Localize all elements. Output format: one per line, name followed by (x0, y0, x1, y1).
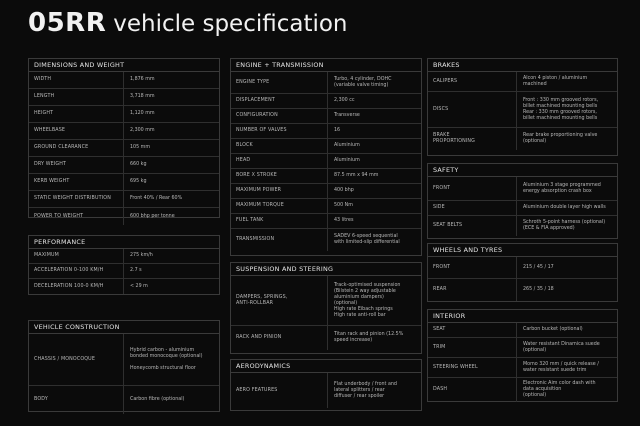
spec-value: Hybrid carbon - aluminium bonded monocoque (optional) Honeycomb structural floor (123, 334, 219, 385)
section-heading: ENGINE + TRANSMISSION (231, 59, 421, 72)
spec-value: Electronic Aim color dash with data acquisition (optional) (516, 378, 617, 402)
spec-label: TRIM (433, 344, 446, 350)
spec-row (428, 323, 617, 338)
spec-value: Rear brake proportioning valve (optional) (516, 128, 617, 150)
title-text: vehicle specification (113, 11, 348, 37)
spec-row (231, 373, 421, 408)
spec-value: 265 / 35 / 18 (516, 279, 617, 301)
spec-value: 1,120 mm (123, 106, 219, 122)
spec-value: Front : 330 mm grooved rotors, billet machined mounting bells Rear : 330 mm grooved rotors, billet machined mounting bells (516, 92, 617, 127)
spec-row (231, 276, 421, 326)
section-wheels-tyres (427, 243, 618, 302)
spec-value: Aluminium (327, 139, 421, 153)
spec-row (428, 216, 617, 236)
spec-label: MAXIMUM POWER (236, 188, 282, 193)
model-name: 05RR (28, 8, 107, 38)
spec-row (29, 264, 219, 279)
spec-row (231, 72, 421, 94)
spec-value: Turbo, 4 cylinder, DOHC (variable valve timing) (327, 72, 421, 93)
spec-value: 3,718 mm (123, 89, 219, 105)
section-interior (427, 309, 618, 402)
spec-row (29, 208, 219, 225)
spec-row (231, 326, 421, 350)
spec-value: 2.7 s (123, 264, 219, 278)
spec-label: NUMBER OF VALVES (236, 128, 287, 133)
spec-row (231, 199, 421, 214)
section-dimensions (28, 58, 220, 218)
spec-row (428, 128, 617, 150)
spec-value: < 29 m (123, 279, 219, 294)
spec-row (231, 229, 421, 251)
spec-row (29, 72, 219, 89)
spec-row (428, 338, 617, 358)
spec-label: DRY WEIGHT (34, 162, 67, 167)
spec-value: 660 kg (123, 157, 219, 173)
spec-label: BODY (34, 397, 48, 402)
spec-value: 1,876 mm (123, 72, 219, 88)
section-engine (230, 58, 422, 256)
spec-row (29, 106, 219, 123)
spec-row (428, 257, 617, 279)
spec-row (231, 109, 421, 124)
spec-value: 2,300 mm (123, 123, 219, 139)
spec-label: ENGINE TYPE (236, 79, 270, 85)
spec-label: BRAKE PROPORTIONING (433, 133, 476, 144)
spec-value: Transverse (327, 109, 421, 123)
spec-row (428, 177, 617, 201)
section-suspension (230, 262, 422, 354)
spec-row (29, 174, 219, 191)
spec-label: MAXIMUM (34, 253, 59, 258)
spec-value: SADEV 6-speed sequential with limited-slip differential (327, 229, 421, 251)
spec-row (29, 191, 219, 208)
spec-row (29, 89, 219, 106)
spec-value: 105 mm (123, 140, 219, 156)
spec-value: 400 bhp (327, 184, 421, 198)
spec-label: TRANSMISSION (236, 237, 275, 242)
spec-row (231, 124, 421, 139)
spec-value: Aluminium double layer high walls (516, 201, 617, 215)
spec-row (29, 279, 219, 294)
section-brakes (427, 58, 618, 156)
spec-label: REAR (433, 287, 447, 292)
section-construction (28, 320, 220, 412)
section-heading: SAFETY (428, 164, 617, 177)
section-heading: BRAKES (428, 59, 617, 72)
spec-row (428, 72, 617, 92)
spec-label: WIDTH (34, 77, 52, 82)
spec-value: 215 / 45 / 17 (516, 257, 617, 278)
section-heading: INTERIOR (428, 310, 617, 323)
spec-label: SIDE (433, 205, 445, 210)
spec-value: Track-optimised suspension (Bilstein 2 way adjustable aluminium dampers) (optional) High rate Eibach springs High rate anti-roll bar (327, 276, 421, 325)
section-performance (28, 235, 220, 295)
spec-label: DAMPERS, SPRINGS, ANTI-ROLLBAR (236, 294, 288, 306)
spec-value: 2,300 cc (327, 94, 421, 108)
spec-label: SEAT BELTS (433, 223, 463, 228)
section-safety (427, 163, 618, 239)
spec-value: Carbon bucket (optional) (516, 323, 617, 337)
spec-row (428, 358, 617, 378)
spec-row (29, 334, 219, 386)
section-heading: VEHICLE CONSTRUCTION (29, 321, 219, 334)
spec-value: Carbon fibre (optional) (123, 386, 219, 414)
spec-value: Water resistant Dinamica suede (optional) (516, 338, 617, 357)
section-heading: PERFORMANCE (29, 236, 219, 249)
spec-value: Flat underbody / front and lateral splitters / rear diffuser / rear spoiler (327, 373, 421, 408)
spec-label: KERB WEIGHT (34, 179, 70, 184)
spec-row (428, 279, 617, 301)
spec-label: ACCELERATION 0-100 KM/H (34, 268, 104, 273)
section-heading: SUSPENSION AND STEERING (231, 263, 421, 276)
spec-value: 16 (327, 124, 421, 138)
spec-value: 695 kg (123, 174, 219, 190)
spec-row (29, 386, 219, 414)
spec-label: BLOCK (236, 143, 253, 148)
section-heading: DIMENSIONS AND WEIGHT (29, 59, 219, 72)
spec-row (231, 214, 421, 229)
spec-label: FRONT (433, 264, 451, 270)
spec-label: DISPLACEMENT (236, 98, 275, 103)
spec-label: DASH (433, 387, 448, 392)
spec-label: LENGTH (34, 94, 55, 99)
spec-value: Titan rack and pinion (12.5% speed increase) (327, 326, 421, 350)
spec-label: STATIC WEIGHT DISTRIBUTION (34, 196, 111, 201)
section-heading: AERODYNAMICS (231, 360, 421, 373)
spec-label: CALIPERS (433, 78, 458, 84)
spec-label: GROUND CLEARANCE (34, 145, 89, 150)
spec-row (29, 157, 219, 174)
spec-row (428, 201, 617, 216)
spec-value: Alcon 4 piston / aluminium machined (516, 72, 617, 91)
spec-label: STEERING WHEEL (433, 364, 478, 370)
spec-row (428, 378, 617, 402)
spec-label: SEAT (433, 327, 446, 332)
spec-label: AERO FEATURES (236, 387, 278, 393)
spec-row (231, 139, 421, 154)
spec-label: POWER TO WEIGHT (34, 213, 84, 219)
spec-value: 87.5 mm x 94 mm (327, 169, 421, 183)
spec-value: 500 Nm (327, 199, 421, 213)
spec-row (428, 92, 617, 128)
page-title (28, 8, 348, 38)
spec-label: HEAD (236, 158, 251, 163)
spec-label: WHEELBASE (34, 128, 66, 133)
spec-row (231, 184, 421, 199)
section-heading: WHEELS AND TYRES (428, 244, 617, 257)
spec-row (29, 140, 219, 157)
spec-label: MAXIMUM TORQUE (236, 203, 284, 208)
spec-value: Front 40% / Rear 60% (123, 191, 219, 207)
section-aerodynamics (230, 359, 422, 411)
spec-value: 275 km/h (123, 249, 219, 263)
spec-row (29, 123, 219, 140)
spec-label: HEIGHT (34, 111, 54, 116)
spec-row (231, 154, 421, 169)
spec-label: DECELERATION 100-0 KM/H (34, 283, 104, 289)
spec-value: Aluminium (327, 154, 421, 168)
spec-value: Aluminium 3 stage programmed energy absorption crash box (516, 177, 617, 200)
spec-row (231, 169, 421, 184)
spec-label: BORE X STROKE (236, 173, 277, 178)
spec-label: CONFIGURATION (236, 113, 278, 118)
spec-label: DISCS (433, 106, 449, 112)
spec-label: FRONT (433, 185, 451, 191)
spec-row (231, 94, 421, 109)
spec-label: FUEL TANK (236, 218, 264, 223)
spec-value: 600 bhp per tonne (123, 208, 219, 225)
spec-value: 43 litres (327, 214, 421, 228)
spec-label: CHASSIS / MONOCOQUE (34, 356, 96, 362)
spec-value: Schroth 5-point harness (optional) (ECE & FIA approved) (516, 216, 617, 236)
spec-value: Momo 320 mm / quick release / water resistant suede trim (516, 358, 617, 377)
spec-label: RACK AND PINION (236, 335, 282, 340)
spec-row (29, 249, 219, 264)
